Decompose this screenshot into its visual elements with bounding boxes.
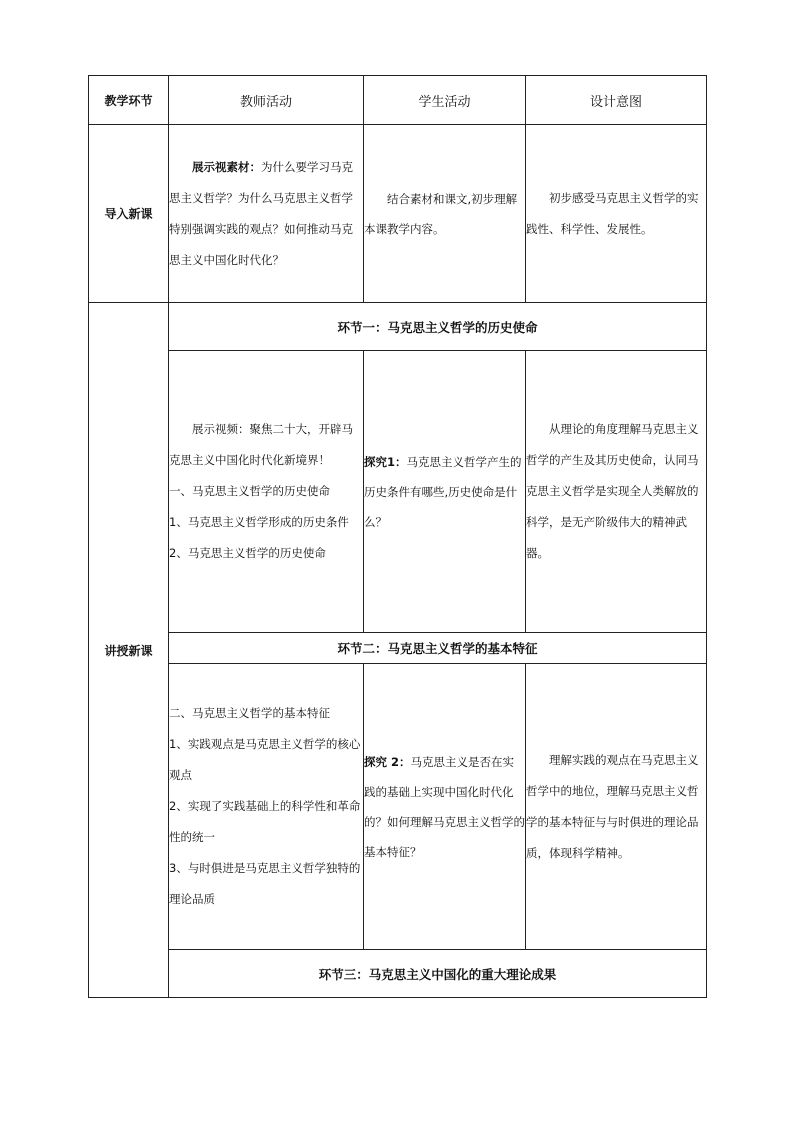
section-1-design-text: 从理论的角度理解马克思主义哲学的产生及其历史使命，认同马克思主义哲学是实现全人类解放的科学，是无产阶级伟大的精神武器。 xyxy=(526,422,699,560)
section-1-teacher-line: 1、马克思主义哲学形成的历史条件 xyxy=(169,515,349,529)
intro-student-text: 结合素材和课文,初步理解本课教学内容。 xyxy=(364,191,518,236)
lesson-plan-table xyxy=(88,75,707,998)
header-row xyxy=(89,76,707,125)
intro-teacher-cell xyxy=(169,125,364,303)
header-teacher-activity: 教师活动 xyxy=(169,76,364,125)
section-1-teacher-line: 2、马克思主义哲学的历史使命 xyxy=(169,546,326,560)
intro-row xyxy=(89,125,707,303)
section-2-inquiry-label: 探究 2： xyxy=(364,754,411,769)
section-2-teacher-line: 3、与时俱进是马克思主义哲学独特的理论品质 xyxy=(169,861,361,906)
section-2-inquiry-text: 马克思主义是否在实践的基础上实现中国化时代化的？如何理解马克思主义哲学的基本特征？ xyxy=(364,754,525,859)
stage-teach: 讲授新课 xyxy=(89,303,169,998)
section-2-design-cell xyxy=(526,664,707,950)
stage-intro: 导入新课 xyxy=(89,125,169,303)
section-1-title: 环节一：马克思主义哲学的历史使命 xyxy=(169,303,707,351)
section-1-row xyxy=(89,351,707,633)
section-2-teacher-line: 二、马克思主义哲学的基本特征 xyxy=(169,706,330,720)
section-2-title-row xyxy=(89,633,707,664)
section-2-title: 环节二：马克思主义哲学的基本特征 xyxy=(169,633,707,664)
intro-design-text: 初步感受马克思主义哲学的实践性、科学性、发展性。 xyxy=(526,190,699,236)
section-1-title-row xyxy=(89,303,707,351)
intro-teacher-lead: 展示视素材： xyxy=(192,159,261,174)
section-2-teacher-line: 2、实现了实践基础上的科学性和革命性的统一 xyxy=(169,799,361,844)
section-1-teacher-line: 展示视频：聚焦二十大，开辟马克思主义中国化时代化新境界！ xyxy=(169,422,353,467)
section-3-title: 环节三：马克思主义中国化的重大理论成果 xyxy=(169,950,707,998)
section-3-title-row xyxy=(89,950,707,998)
section-1-student-cell xyxy=(364,351,526,633)
header-design-intent: 设计意图 xyxy=(526,76,707,125)
section-1-inquiry-text: 马克思主义哲学产生的历史条件有哪些,历史使命是什么？ xyxy=(364,454,522,529)
section-1-teacher-cell xyxy=(169,351,364,633)
intro-student-cell xyxy=(364,125,526,303)
header-stage: 教学环节 xyxy=(89,76,169,125)
header-student-activity: 学生活动 xyxy=(364,76,526,125)
section-2-student-cell xyxy=(364,664,526,950)
section-1-inquiry-label: 探究1： xyxy=(364,454,407,469)
intro-design-cell xyxy=(526,125,707,303)
intro-teacher-text: 为什么要学习马克思主义哲学？为什么马克思主义哲学特别强调实践的观点？如何推动马克思主义中国化时代化？ xyxy=(169,159,353,267)
section-2-row xyxy=(89,664,707,950)
section-1-teacher-line: 一、马克思主义哲学的历史使命 xyxy=(169,484,330,498)
section-2-teacher-cell xyxy=(169,664,364,950)
section-1-design-cell xyxy=(526,351,707,633)
section-2-design-text: 理解实践的观点在马克思主义哲学中的地位，理解马克思主义哲学的基本特征与与时俱进的理论品质，体现科学精神。 xyxy=(526,752,699,860)
section-2-teacher-line: 1、实践观点是马克思主义哲学的核心观点 xyxy=(169,737,361,782)
